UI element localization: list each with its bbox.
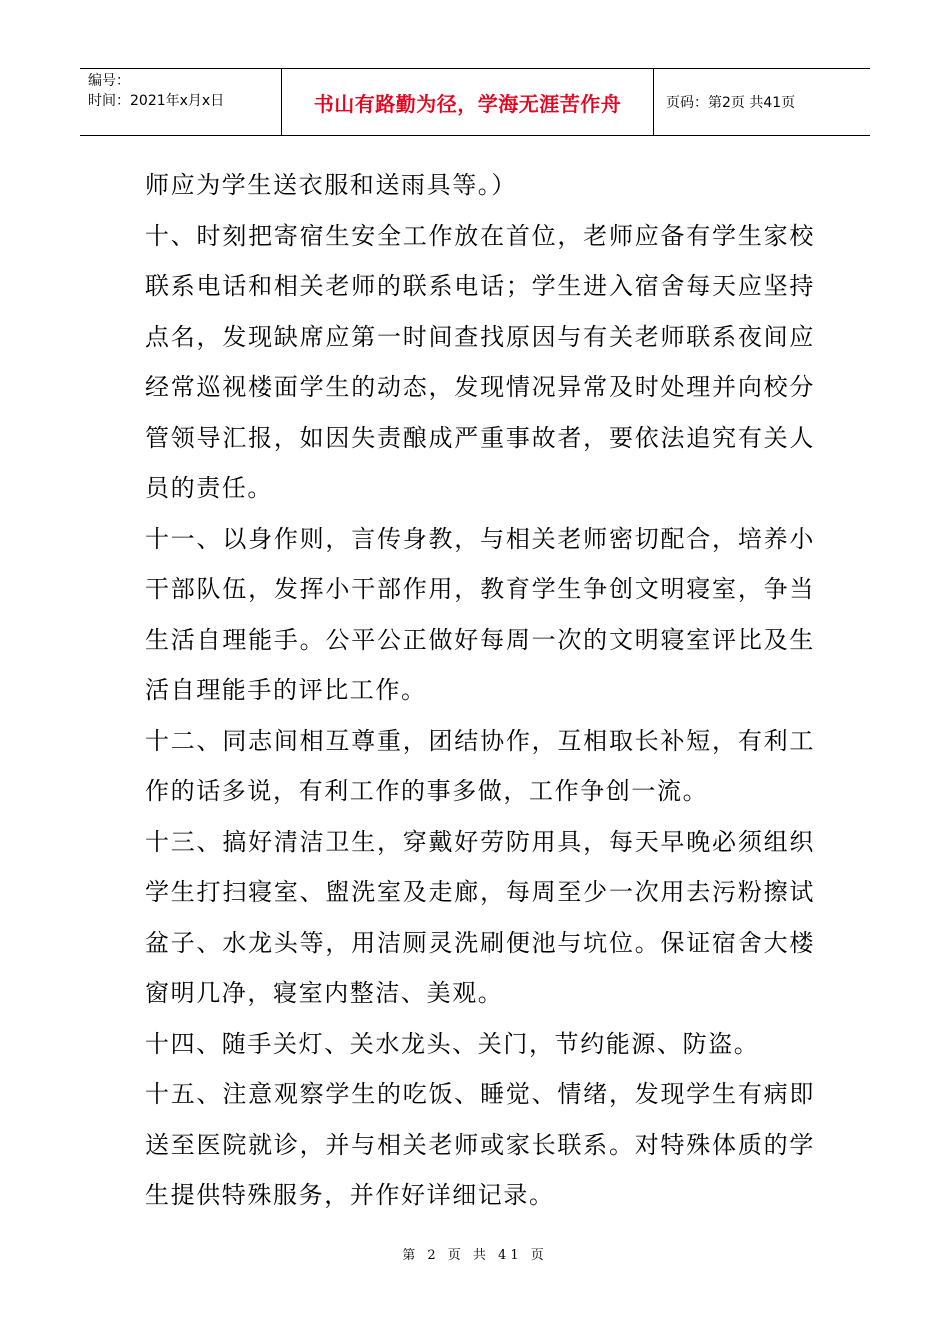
paragraph-item-11: 十一、以身作则，言传身教，与相关老师密切配合，培养小干部队伍，发挥小干部作用，教育学生争创文明寝室，争当生活自理能手。公平公正做好每周一次的文明寝室评比及生活自理能手的评比工作。: [145, 524, 815, 704]
paragraph-item-10: 十、时刻把寄宿生安全工作放在首位，老师应备有学生家校联系电话和相关老师的联系电话；学生进入宿舍每天应坚持点名，发现缺席应第一时间查找原因与有关老师联系夜间应经常巡视楼面学生的动态，发现情况异常及时处理并向校分管领导汇报，如因失责酿成严重事故者，要依法追究有关人员的责任。: [145, 221, 815, 502]
header-page-label: 页码：第2页 共41页: [666, 95, 796, 111]
paragraph-item-12: 十二、同志间相互尊重，团结协作，互相取长补短，有利工作的话多说，有利工作的事多做，工作争创一流。: [145, 726, 815, 805]
paragraph-item-14: 十四、随手关灯、关水龙头、关门，节约能源、防盗。: [145, 1029, 760, 1058]
document-body: [145, 160, 815, 1221]
paragraph-item-15: 十五、注意观察学生的吃饭、睡觉、情绪，发现学生有病即送至医院就诊，并与相关老师或家长联系。对特殊体质的学生提供特殊服务，并作好详细记录。: [145, 1080, 815, 1209]
document-number-label: 编号：: [88, 73, 130, 89]
header-meta-cell: [80, 69, 282, 135]
document-header: [80, 68, 870, 136]
paragraph-continuation: 师应为学生送衣服和送雨具等。）: [145, 171, 517, 199]
header-motto: 书山有路勤为径，学海无涯苦作舟: [282, 69, 654, 135]
page-footer: 第 2 页 共 41 页: [402, 1248, 548, 1263]
paragraph-item-13: 十三、搞好清洁卫生，穿戴好劳防用具，每天早晚必须组织学生打扫寝室、盥洗室及走廊，每周至少一次用去污粉擦试盆子、水龙头等，用洁厕灵洗刷便池与坑位。保证宿舍大楼窗明几净，寝室内整洁、美观。: [145, 827, 815, 1007]
document-date-label: 时间：2021年x月x日: [88, 93, 225, 109]
